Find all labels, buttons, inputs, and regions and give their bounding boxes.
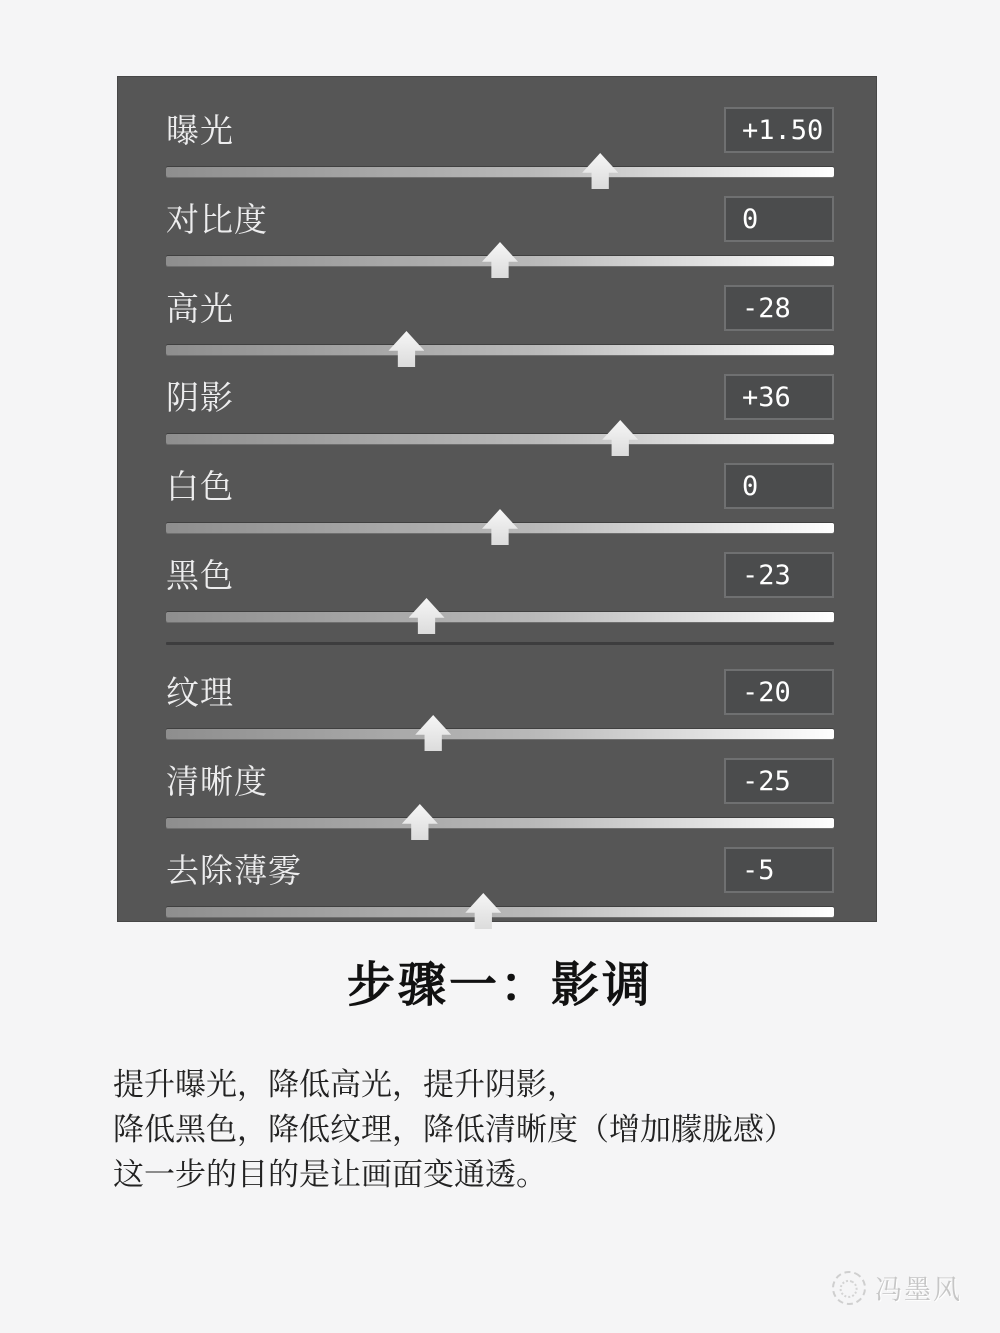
slider-label: 对比度	[166, 200, 268, 238]
watermark-text: 冯墨风	[875, 1275, 962, 1305]
slider-value-box[interactable]: +1.50	[724, 107, 834, 153]
slider-track[interactable]	[166, 612, 834, 622]
slider-row	[166, 374, 834, 444]
slider-thumb[interactable]	[465, 893, 501, 929]
slider-value-box[interactable]: -20	[724, 669, 834, 715]
description-line: 提升曝光，降低高光，提升阴影，	[113, 1067, 578, 1102]
slider-thumb[interactable]	[582, 153, 618, 189]
slider-track[interactable]	[166, 729, 834, 739]
slider-track[interactable]	[166, 818, 834, 828]
panel-divider	[166, 642, 834, 645]
slider-track[interactable]	[166, 167, 834, 177]
slider-row	[166, 552, 834, 622]
slider-row	[166, 285, 834, 355]
slider-label: 白色	[166, 467, 234, 505]
step-heading: 步骤一：影调	[346, 957, 653, 1013]
slider-thumb[interactable]	[482, 509, 518, 545]
slider-value-box[interactable]: -5	[724, 847, 834, 893]
slider-label: 黑色	[166, 556, 234, 594]
slider-label: 高光	[166, 289, 234, 327]
slider-value-box[interactable]: -23	[724, 552, 834, 598]
slider-value-box[interactable]: 0	[724, 463, 834, 509]
slider-value-box[interactable]: -25	[724, 758, 834, 804]
slider-thumb[interactable]	[415, 715, 451, 751]
slider-label: 清晰度	[166, 762, 268, 800]
description-line: 降低黑色，降低纹理，降低清晰度（增加朦胧感）	[113, 1112, 795, 1147]
slider-value-box[interactable]: -28	[724, 285, 834, 331]
slider-track[interactable]	[166, 345, 834, 355]
slider-thumb[interactable]	[602, 420, 638, 456]
slider-row	[166, 758, 834, 828]
slider-track[interactable]	[166, 434, 834, 444]
slider-row	[166, 463, 834, 533]
description-line: 这一步的目的是让画面变通透。	[113, 1157, 547, 1192]
slider-value-box[interactable]: 0	[724, 196, 834, 242]
slider-thumb[interactable]	[482, 242, 518, 278]
slider-value-box[interactable]: +36	[724, 374, 834, 420]
slider-label: 纹理	[166, 673, 234, 711]
slider-thumb[interactable]	[409, 598, 445, 634]
slider-label: 去除薄雾	[166, 851, 302, 889]
slider-row	[166, 847, 834, 917]
step-description	[113, 1062, 973, 1197]
slider-thumb[interactable]	[402, 804, 438, 840]
sliders-area	[166, 107, 834, 917]
slider-thumb[interactable]	[388, 331, 424, 367]
slider-row	[166, 196, 834, 266]
slider-row	[166, 669, 834, 739]
slider-label: 曝光	[166, 111, 234, 149]
sketch-circle-logo-icon	[827, 1265, 872, 1310]
watermark	[832, 1268, 962, 1307]
slider-row	[166, 107, 834, 177]
adjustment-panel	[117, 76, 877, 922]
slider-label: 阴影	[166, 378, 234, 416]
